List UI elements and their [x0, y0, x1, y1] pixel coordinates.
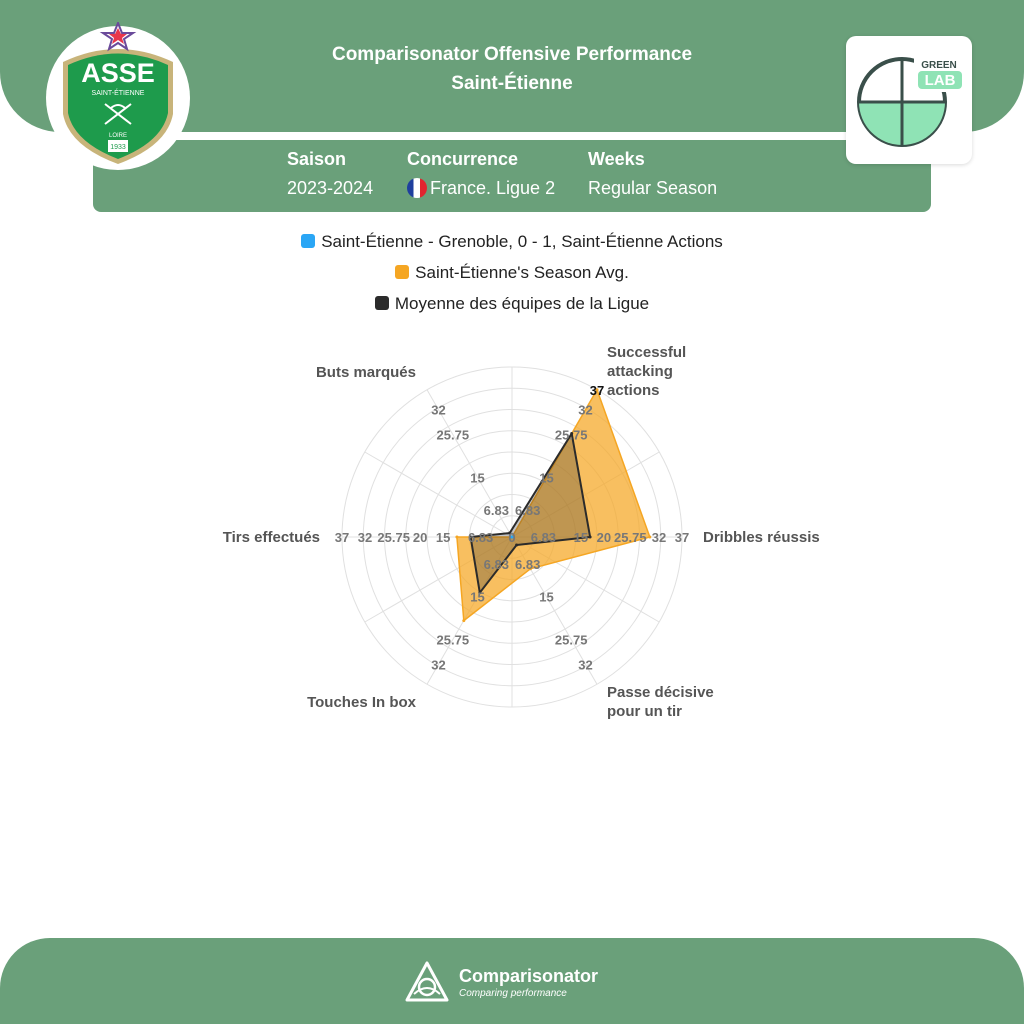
series-point	[462, 619, 465, 622]
weeks-label: Weeks	[588, 149, 645, 169]
axis-label: Tirs effectués	[222, 529, 320, 546]
legend-label: Saint-Étienne's Season Avg.	[415, 263, 629, 282]
axis-label: Passe décisive	[607, 684, 714, 701]
crest-year-text: 1933	[110, 144, 126, 151]
tick-label: 6.83	[515, 502, 541, 518]
season-label: Saison	[287, 149, 347, 169]
weeks-value: Regular Season	[588, 178, 718, 198]
series-point	[589, 536, 592, 539]
tick-label: 15	[573, 530, 589, 545]
axis-label: Buts marqués	[315, 364, 416, 381]
tick-label: 15	[539, 589, 554, 605]
competition-value: France. Ligue 2	[430, 178, 556, 198]
greenlab-text-green: GREEN	[921, 60, 957, 71]
series-point	[455, 536, 458, 539]
axis-label: pour un tir	[607, 703, 682, 720]
tick-label: 32	[431, 657, 446, 673]
tick-label: 6.83	[467, 530, 494, 545]
legend-label: Saint-Étienne - Grenoble, 0 - 1, Saint-Étienne Actions	[321, 232, 723, 251]
title-line: Comparisonator Offensive Performance	[331, 44, 693, 65]
crest-asse-text: ASSE	[81, 58, 155, 88]
tick-label: 20	[596, 530, 612, 545]
tick-label: 15	[470, 470, 485, 486]
tick-label: 32	[578, 402, 593, 418]
tick-label: 25.75	[554, 427, 588, 443]
competition-label: Concurrence	[407, 149, 519, 169]
tick-label: 6.83	[515, 557, 541, 573]
tick-label: 25.75	[554, 632, 588, 648]
tick-label: 37	[334, 530, 350, 545]
tick-label: 37	[589, 382, 605, 398]
axis-label: Successful	[607, 344, 687, 361]
tick-label: 6.83	[530, 530, 557, 545]
crest-name-text: SAINT-ÉTIENNE	[91, 90, 145, 97]
tick-label: 37	[674, 530, 690, 545]
subtitle-line: Saint-Étienne	[451, 73, 573, 94]
footer-tagline: Comparing performance	[459, 988, 567, 999]
tick-label: 0	[508, 530, 516, 545]
tick-label: 25.75	[377, 530, 410, 545]
tick-label: 25.75	[436, 427, 470, 443]
tick-label: 6.83	[483, 557, 509, 573]
tick-label: 6.83	[483, 502, 509, 518]
tick-label: 20	[412, 530, 428, 545]
tick-label: 25.75	[436, 632, 470, 648]
tick-label: 32	[651, 530, 667, 545]
tick-label: 32	[578, 657, 593, 673]
footer-brand: Comparisonator	[459, 966, 599, 986]
axis-label: attacking	[607, 363, 673, 380]
tick-label: 32	[357, 530, 373, 545]
crest-region-text: LOIRE	[108, 133, 128, 139]
axis-label: Touches In box	[307, 694, 416, 711]
legend-label: Moyenne des équipes de la Ligue	[394, 294, 650, 313]
comparisonator-logo-icon	[404, 960, 450, 1004]
axis-label: Dribbles réussis	[703, 529, 820, 546]
tick-label: 25.75	[614, 530, 647, 545]
tick-label: 15	[470, 589, 485, 605]
tick-label: 15	[539, 470, 554, 486]
tick-label: 15	[435, 530, 451, 545]
tick-label: 32	[431, 402, 446, 418]
axis-label: actions	[607, 382, 660, 399]
radar-spoke	[365, 452, 512, 537]
season-value: 2023-2024	[287, 178, 374, 198]
greenlab-text-lab: LAB	[924, 72, 956, 89]
